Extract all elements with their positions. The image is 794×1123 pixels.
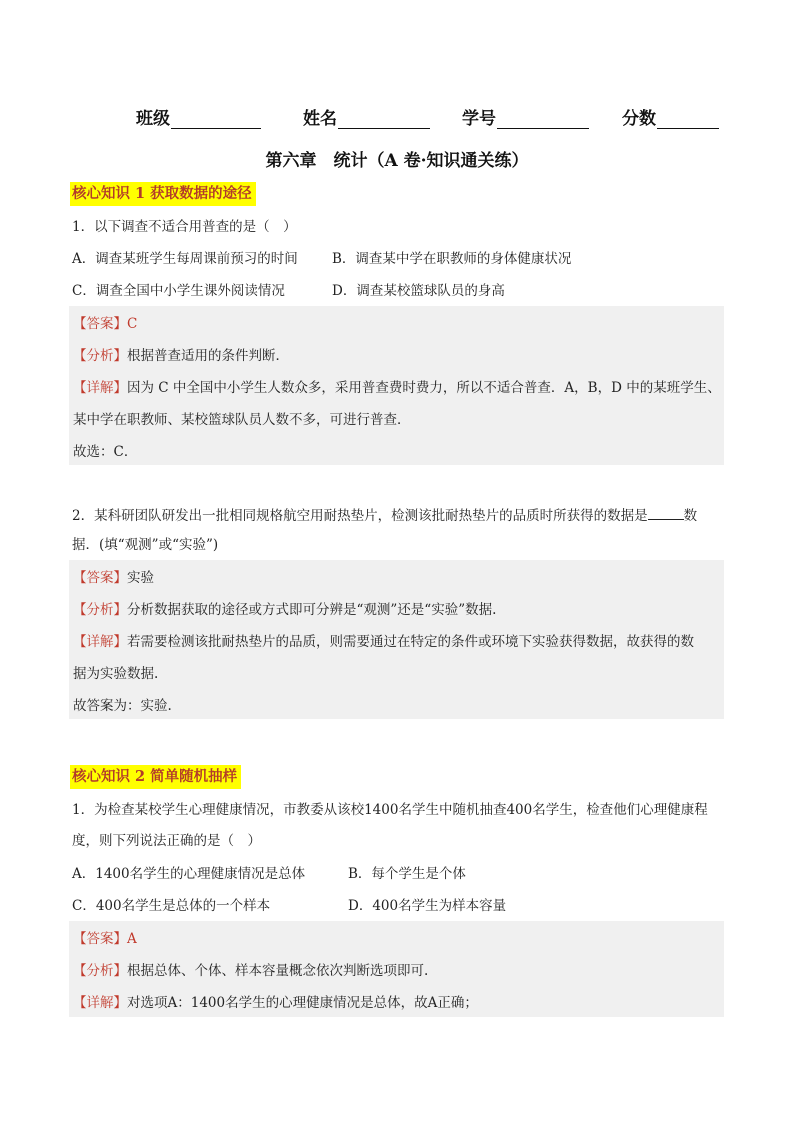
question-2-stem-end: 数 [683,508,698,524]
fill-in-blank[interactable] [648,505,684,520]
section-heading-2: 核心知识 2 简单随机抽样 [70,765,241,789]
question-1-option-d: D．调查某校篮球队员的身高 [332,283,505,299]
question-3-option-c: C．400名学生是总体的一个样本 [72,898,271,914]
student-info-header [0,104,794,130]
name-blank[interactable] [338,110,430,129]
detail-tag: 【详解】 [73,995,127,1011]
answer-tag: 【答案】 [73,570,127,586]
page-title: 第六章 统计（A 卷·知识通关练） [265,151,529,171]
question-2-stem-cont: 据．(填“观测”或“实验”) [72,537,219,553]
section-heading-1: 核心知识 1 获取数据的途径 [70,182,256,206]
question-2-conclusion: 故答案为：实验. [73,698,172,714]
detail-tag: 【详解】 [73,634,127,650]
question-2-analysis [73,600,496,620]
question-2-stem-text: 2．某科研团队研发出一批相同规格航空用耐热垫片，检测该批耐热垫片的品质时所获得的数据是 [72,508,648,524]
answer-tag: 【答案】 [73,931,127,947]
detail-text: 若需要检测该批耐热垫片的品质，则需要通过在特定的条件或环境下实验获得数据，故获得的数 [127,634,694,650]
answer-value: 实验 [127,570,154,586]
question-3-option-a: A．1400名学生的心理健康情况是总体 [72,866,306,882]
question-3-analysis [73,961,428,981]
name-field [303,104,430,129]
question-1-solution-box [69,306,724,465]
question-3-answer [73,929,137,949]
question-1-option-c: C．调查全国中小学生课外阅读情况 [72,283,285,299]
question-1-conclusion: 故选：C． [73,444,138,460]
question-2-solution-box [69,560,724,719]
class-blank[interactable] [171,110,261,129]
detail-text: 对选项A：1400名学生的心理健康情况是总体，故A正确； [127,995,478,1011]
question-3-solution-box [69,921,724,1017]
name-label: 姓名 [303,109,337,129]
question-1-option-b: B．调查某中学在职教师的身体健康状况 [332,251,572,267]
analysis-tag: 【分析】 [73,348,127,364]
class-label: 班级 [136,109,170,129]
analysis-tag: 【分析】 [73,602,127,618]
question-1-option-a: A．调查某班学生每周课前预习的时间 [72,251,298,267]
analysis-text: 根据普查适用的条件判断． [127,348,289,364]
question-2-detail-cont: 据为实验数据. [73,666,159,682]
question-2-answer [73,568,154,588]
analysis-text: 根据总体、个体、样本容量概念依次判断选项即可. [127,963,429,979]
answer-value: A [127,931,137,947]
class-field [136,104,261,129]
analysis-tag: 【分析】 [73,963,127,979]
question-1-stem: 1．以下调查不适合用普查的是（ ） [72,219,297,235]
question-1-detail [73,378,721,398]
question-3-detail [73,993,478,1013]
question-3-option-d: D．400名学生为样本容量 [348,898,507,914]
question-1-analysis [73,346,289,366]
score-label: 分数 [622,109,656,129]
question-2-stem [72,505,697,526]
question-1-answer [73,314,137,334]
question-2-detail [73,632,694,652]
answer-value: C [127,316,138,332]
student-id-blank[interactable] [497,110,589,129]
student-id-field [462,104,589,129]
analysis-text: 分析数据获取的途径或方式即可分辨是“观测”还是“实验”数据. [127,602,497,618]
student-id-label: 学号 [462,109,496,129]
question-1-detail-cont: 某中学在职教师、某校篮球队员人数不多，可进行普查． [73,412,411,428]
score-field [622,104,719,129]
question-3-option-b: B．每个学生是个体 [348,866,466,882]
question-3-stem: 1．为检查某校学生心理健康情况，市教委从该校1400名学生中随机抽查400名学生，检查他们心理健康程 [72,802,708,818]
answer-tag: 【答案】 [73,316,127,332]
score-blank[interactable] [657,110,719,129]
question-3-stem-cont: 度，则下列说法正确的是（ ） [72,833,261,849]
detail-text: 因为 C 中全国中小学生人数众多，采用普查费时费力，所以不适合普查．A，B，D 中的某班学生、 [127,380,721,396]
detail-tag: 【详解】 [73,380,127,396]
